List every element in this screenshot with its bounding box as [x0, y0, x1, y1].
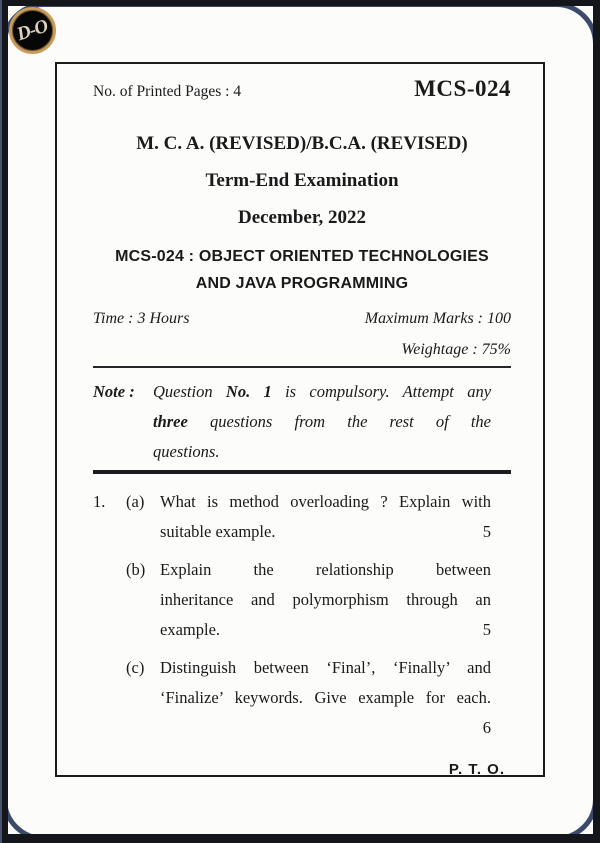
questions-section: [93, 487, 491, 751]
max-marks-label: Maximum Marks : 100: [364, 310, 511, 327]
note-line-1: Question No. 1 is compulsory. Attempt any: [153, 382, 492, 401]
part-label-a: (a): [126, 492, 145, 511]
time-marks-row: [93, 310, 511, 328]
note-label: Note :: [93, 382, 135, 401]
question-line: Distinguish between ‘Final’, ‘Finally’ and: [160, 658, 491, 677]
question-1: [93, 487, 491, 751]
paper-header-row: [93, 76, 511, 102]
question-part-a: [126, 487, 491, 547]
time-label: Time : 3 Hours: [93, 310, 190, 327]
subject-title: [93, 243, 511, 297]
paper-code: MCS-024: [414, 76, 511, 101]
weightage-label: Weightage : 75%: [401, 341, 511, 358]
frame-edge-right: [593, 0, 600, 843]
frame-edge-left: [2, 0, 8, 843]
part-text-a: [160, 487, 491, 547]
pto-label: P. T. O.: [448, 761, 505, 778]
logo-badge: [9, 7, 56, 54]
title-block: [93, 132, 511, 230]
question-line: inheritance and polymorphism through an: [160, 590, 491, 609]
note-line-2: three questions from the rest of the: [153, 412, 492, 431]
marks-value: 5: [482, 620, 491, 639]
logo-monogram: D-O: [14, 15, 51, 45]
frame-edge-bottom: [0, 834, 600, 843]
note-line-3: questions.: [153, 442, 220, 461]
program-title: M. C. A. (REVISED)/B.C.A. (REVISED): [136, 133, 468, 154]
question-part-b: [126, 555, 491, 645]
frame-left-accent: [0, 0, 2, 843]
question-number: 1.: [93, 492, 106, 511]
part-label-c: (c): [126, 658, 145, 677]
exam-title: Term-End Examination: [205, 170, 399, 191]
printed-pages-label: No. of Printed Pages : 4: [93, 83, 242, 100]
single-divider: [93, 366, 511, 368]
question-line: ‘Finalize’ keywords. Give example for each.: [160, 688, 491, 707]
question-part-c: [126, 653, 491, 743]
question-line: Explain the relationship between: [160, 560, 491, 579]
subject-title-line1: MCS-024 : OBJECT ORIENTED TECHNOLOGIES: [115, 248, 489, 265]
note-body: [153, 377, 491, 467]
part-text-b: [160, 555, 491, 645]
marks-value: 5: [482, 522, 491, 541]
note-block: [93, 377, 491, 467]
part-text-c: [160, 653, 491, 743]
double-divider: [93, 470, 511, 474]
part-label-b: (b): [126, 560, 146, 579]
session-title: December, 2022: [237, 207, 367, 228]
marks-value: 6: [482, 718, 491, 737]
subject-title-line2: AND JAVA PROGRAMMING: [195, 275, 409, 292]
question-line: example. 5: [160, 615, 491, 645]
frame-edge-top: [0, 0, 600, 6]
question-line: What is method overloading ? Explain with: [160, 492, 491, 511]
question-parts: [126, 487, 491, 751]
question-line: suitable example. 5: [160, 517, 491, 547]
exam-paper-box: [55, 62, 545, 777]
